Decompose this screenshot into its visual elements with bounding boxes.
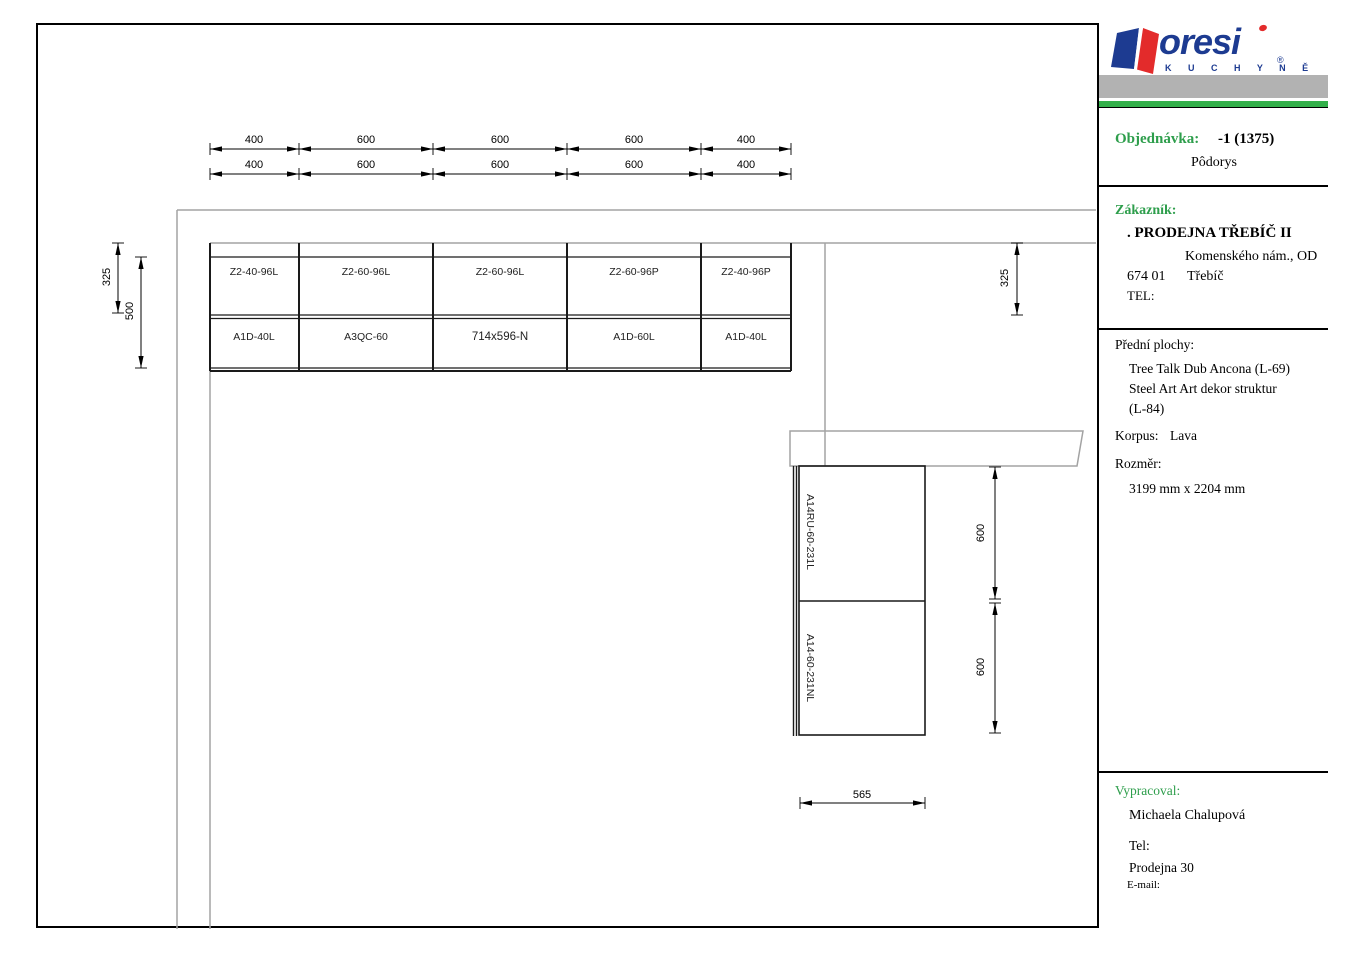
oresi-logo-mark-icon <box>1107 27 1159 75</box>
customer-street: Komenského nám., OD <box>1185 249 1318 264</box>
cabinet-label: Z2-60-96P <box>609 266 659 278</box>
dim-label: 600 <box>624 159 644 171</box>
walls <box>177 210 1096 929</box>
cabinet-label: A1D-60L <box>613 331 655 343</box>
customer-section <box>1099 187 1328 330</box>
cabinet-label: Z2-60-96L <box>475 266 525 278</box>
customer-tel-label: TEL: <box>1127 288 1155 303</box>
author-tel-label: Tel: <box>1129 838 1150 853</box>
dim-label: 400 <box>244 159 264 171</box>
logo-section <box>1099 23 1328 108</box>
dim-label: 600 <box>975 657 987 677</box>
customer-city: Třebíč <box>1187 269 1224 284</box>
order-number: -1 (1375) <box>1218 131 1275 147</box>
brand-dot-icon <box>1258 24 1267 32</box>
brand-subtitle: K U C H Y N Ě <box>1165 63 1316 73</box>
dim-label: 400 <box>736 134 756 146</box>
dim-label: 325 <box>999 268 1011 288</box>
dim-label: 600 <box>356 159 376 171</box>
cabinet-label: Z2-40-96P <box>721 266 771 278</box>
dim-label: 565 <box>852 789 872 801</box>
dim-label: 600 <box>490 134 510 146</box>
dim-label: 600 <box>975 523 987 543</box>
author-label: Vypracoval: <box>1115 783 1181 798</box>
dim-label: 500 <box>124 301 136 321</box>
green-band <box>1099 101 1328 107</box>
author-name: Michaela Chalupová <box>1129 808 1246 823</box>
dim-label: 600 <box>356 134 376 146</box>
size-value: 3199 mm x 2204 mm <box>1129 481 1246 496</box>
title-block <box>1097 23 1328 928</box>
korpus-value: Lava <box>1170 428 1197 443</box>
customer-zip: 674 01 <box>1127 269 1166 284</box>
gray-band <box>1099 75 1328 98</box>
author-section <box>1099 773 1328 928</box>
cabinet-label: Z2-60-96L <box>341 266 391 278</box>
registered-mark: ® <box>1277 55 1284 65</box>
dim-label: 400 <box>736 159 756 171</box>
dim-label: 325 <box>101 267 113 287</box>
order-label: Objednávka: <box>1115 131 1200 147</box>
author-store: Prodejna 30 <box>1129 860 1194 875</box>
cabinet-label: A1D-40L <box>725 331 767 343</box>
surfaces-section <box>1099 330 1328 773</box>
customer-name: . PRODEJNA TŘEBÍČ II <box>1127 225 1292 241</box>
cabinet-label: A1D-40L <box>233 331 275 343</box>
korpus-label: Korpus: <box>1115 428 1159 443</box>
dim-label: 400 <box>244 134 264 146</box>
customer-label: Zákazník: <box>1115 203 1177 218</box>
cabinet-label: A14-60-231NL <box>804 633 816 703</box>
size-label: Rozměr: <box>1115 456 1162 471</box>
cabinet-run <box>210 243 791 371</box>
cabinet-label: A14RU-60-231L <box>804 494 816 570</box>
cabinet-label: Z2-40-96L <box>229 266 279 278</box>
surface-item: Steel Art Art dekor struktur <box>1129 381 1277 396</box>
surface-item: Tree Talk Dub Ancona (L-69) <box>1129 361 1291 376</box>
cabinet-label: A3QC-60 <box>344 331 388 343</box>
view-name: Pôdorys <box>1191 155 1237 170</box>
surfaces-label: Přední plochy: <box>1115 337 1195 352</box>
order-section <box>1099 108 1328 187</box>
surface-item: (L-84) <box>1129 401 1165 416</box>
cabinet-label: 714x596-N <box>471 331 529 343</box>
brand-wordmark: oresi <box>1159 21 1241 62</box>
dim-label: 600 <box>490 159 510 171</box>
dim-label: 600 <box>624 134 644 146</box>
author-email-label: E-mail: <box>1127 879 1160 891</box>
